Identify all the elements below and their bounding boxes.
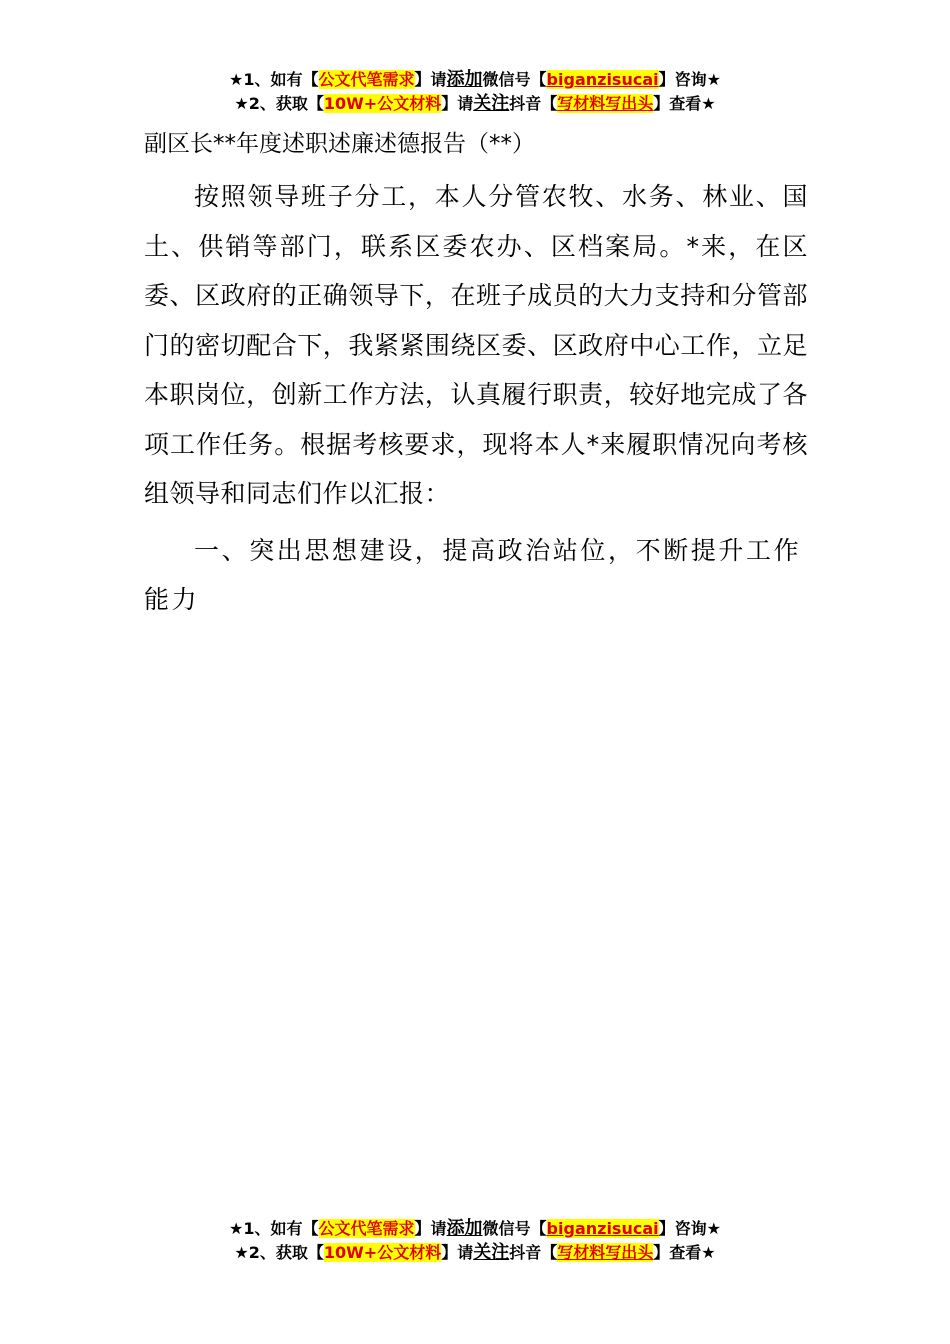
banner-text: 】查看★ bbox=[653, 1243, 716, 1262]
banner-highlight: 10W+公文材料 bbox=[323, 94, 442, 113]
intro-paragraph: 按照领导班子分工，本人分管农牧、水务、林业、国土、供销等部门，联系区委农办、区档案局。*来，在区委、区政府的正确领导下，在班子成员的大力支持和分管部门的密切配合下，我紧紧围绕区委、区政府中心工作，立足本职岗位，创新工作方法，认真履行职责，较好地完成了各项工作任务。根据考核要求，现将本人*来履职情况向考核组领导和同志们作以汇报： bbox=[144, 182, 808, 508]
document-title: 副区长**年度述职述廉述德报告（**） bbox=[144, 131, 535, 157]
banner-text: 微信号【 bbox=[482, 70, 547, 89]
banner-highlight: 公文代笔需求 bbox=[318, 1219, 415, 1238]
banner-highlight: 公文代笔需求 bbox=[318, 70, 415, 89]
banner-text: 】请 bbox=[414, 1219, 447, 1238]
banner-text: ★1、如有【 bbox=[229, 70, 319, 89]
banner-wechat-id: biganzisucai bbox=[546, 70, 659, 89]
banner-emphasis: 添加 bbox=[446, 69, 483, 90]
banner-emphasis: 添加 bbox=[446, 1218, 483, 1239]
header-banner bbox=[0, 68, 950, 116]
banner-text: ★2、获取【 bbox=[234, 1243, 324, 1262]
banner-emphasis: 关注 bbox=[473, 93, 510, 114]
section-heading-1: 一、突出思想建设，提高政治站位，不断提升工作能力 bbox=[144, 535, 802, 614]
banner-text: 抖音【 bbox=[509, 94, 558, 113]
banner-text: 】请 bbox=[441, 1243, 474, 1262]
banner-line-2 bbox=[0, 1241, 950, 1265]
banner-text: 】咨询★ bbox=[658, 1219, 721, 1238]
banner-douyin-id: 写材料写出头 bbox=[557, 94, 654, 113]
banner-text: ★2、获取【 bbox=[234, 94, 324, 113]
banner-line-1 bbox=[0, 1217, 950, 1241]
banner-text: 】请 bbox=[414, 70, 447, 89]
banner-line-1 bbox=[0, 68, 950, 92]
document-body bbox=[144, 126, 808, 624]
banner-douyin-id: 写材料写出头 bbox=[557, 1243, 654, 1262]
footer-banner bbox=[0, 1217, 950, 1265]
banner-highlight: 10W+公文材料 bbox=[323, 1243, 442, 1262]
banner-text: 】咨询★ bbox=[658, 70, 721, 89]
banner-wechat-id: biganzisucai bbox=[546, 1219, 659, 1238]
banner-text: ★1、如有【 bbox=[229, 1219, 319, 1238]
banner-text: 微信号【 bbox=[482, 1219, 547, 1238]
banner-emphasis: 关注 bbox=[473, 1242, 510, 1263]
banner-text: 抖音【 bbox=[509, 1243, 558, 1262]
banner-text: 】查看★ bbox=[653, 94, 716, 113]
banner-text: 】请 bbox=[441, 94, 474, 113]
banner-line-2 bbox=[0, 92, 950, 116]
